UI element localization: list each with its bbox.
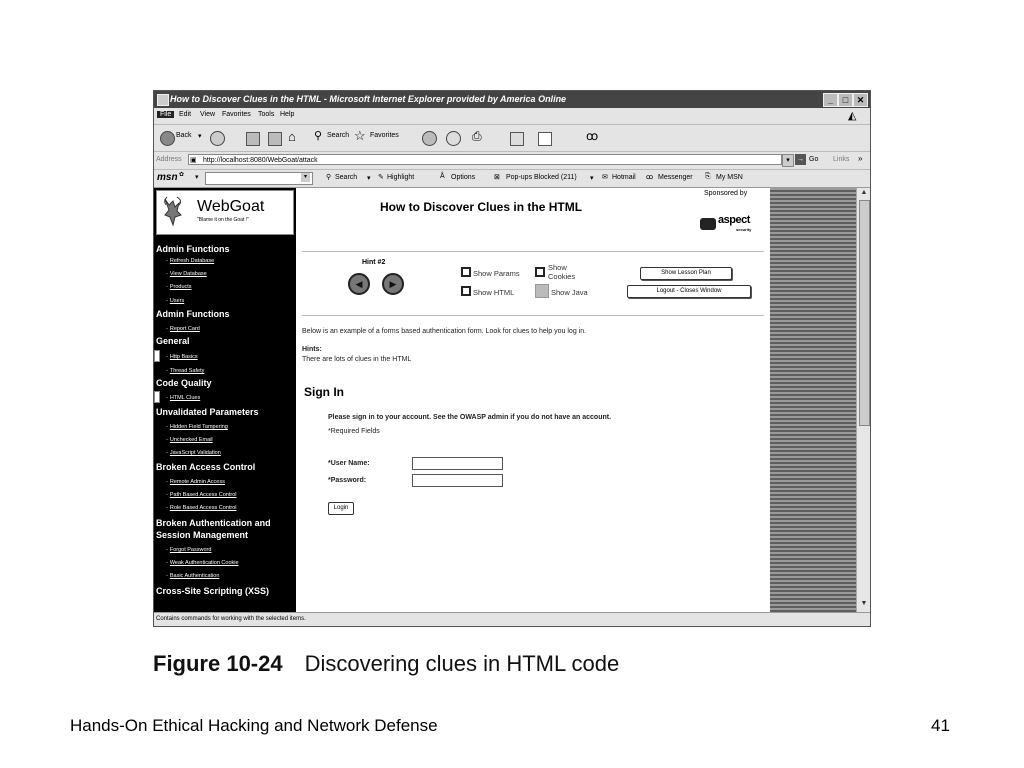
lesson-sidebar (154, 188, 296, 612)
msn-search-arrow-icon[interactable]: ▾ (367, 175, 371, 182)
show-html-checkbox[interactable] (461, 286, 471, 296)
refresh-icon[interactable] (268, 132, 282, 146)
previous-hint-button[interactable] (348, 273, 370, 295)
title-bar (154, 91, 870, 108)
options-icon[interactable]: Å (440, 173, 445, 180)
show-java-checkbox[interactable] (535, 284, 549, 298)
print-icon[interactable]: ⎙ (472, 129, 482, 143)
username-input[interactable] (412, 457, 503, 470)
link-path-based-access-control[interactable]: - Path Based Access Control (166, 492, 237, 498)
status-bar (154, 612, 870, 627)
webgoat-title: WebGoat (197, 198, 265, 215)
show-lesson-plan-button[interactable]: Show Lesson Plan (640, 267, 732, 280)
login-button[interactable]: Login (328, 502, 354, 515)
go-arrow-icon[interactable]: → (797, 156, 804, 163)
vertical-scrollbar[interactable] (856, 188, 870, 612)
close-button[interactable]: ✕ (853, 93, 868, 107)
msn-butterfly-icon: ✿ (179, 172, 185, 178)
highlight-icon[interactable]: ✎ (378, 174, 384, 181)
msn-search-button[interactable]: Search (335, 174, 358, 181)
divider (302, 315, 764, 316)
mymsn-icon[interactable]: ⎘ (705, 173, 711, 180)
next-hint-button[interactable] (382, 273, 404, 295)
link-products[interactable]: - Products (166, 284, 192, 290)
messenger-people-icon[interactable]: ꝏ (586, 129, 599, 143)
hotmail-icon[interactable]: ✉ (602, 174, 608, 181)
hotmail-button[interactable]: Hotmail (612, 174, 636, 181)
minimize-button[interactable]: _ (823, 93, 838, 107)
messenger-icon[interactable]: ꝏ (646, 174, 654, 181)
favorites-star-icon[interactable]: ☆ (354, 128, 366, 143)
search-button-label[interactable]: Search (327, 132, 350, 139)
chevron-right-icon[interactable]: » (858, 154, 863, 163)
link-basic-authentication[interactable]: - Basic Authentication (166, 573, 219, 579)
mail-icon[interactable] (446, 131, 461, 146)
show-html-label: Show HTML (473, 288, 515, 297)
figure-text: Discovering clues in HTML code (304, 651, 620, 676)
msn-toolbar (154, 170, 870, 188)
divider (302, 251, 764, 252)
webgoat-tagline: "Blame it on the Goat !" (197, 217, 249, 223)
category-code-quality: Code Quality (156, 378, 212, 388)
forward-arrow-icon[interactable] (210, 131, 225, 146)
show-params-label: Show Params (473, 269, 520, 278)
link-role-based-access-control[interactable]: - Role Based Access Control (166, 505, 237, 511)
hint-label: Hint #2 (362, 259, 386, 266)
link-unchecked-email[interactable]: - Unchecked Email (166, 437, 213, 443)
link-report-card[interactable]: - Report Card (166, 326, 200, 332)
msn-search-magnifier-icon[interactable]: ⚲ (326, 174, 332, 181)
username-label: *User Name: (328, 460, 370, 467)
scrollbar-thumb[interactable] (859, 200, 870, 426)
current-lesson-marker-icon (154, 350, 160, 362)
stop-icon[interactable] (246, 132, 260, 146)
link-users[interactable]: - Users (166, 298, 184, 304)
scroll-down-arrow-icon[interactable]: ▼ (860, 600, 868, 607)
windows-logo-icon: ◭ (848, 110, 857, 122)
menu-help[interactable]: Help (280, 111, 295, 118)
msn-dropdown-arrow-icon[interactable]: ▾ (195, 174, 199, 181)
msn-logo[interactable]: msn (157, 172, 178, 183)
page-icon: ▣ (190, 157, 197, 164)
category-admin-functions: Admin Functions (156, 244, 230, 254)
lesson-content (296, 188, 770, 612)
aspect-logo-mark (700, 218, 716, 230)
hints-text: There are lots of clues in the HTML (302, 356, 412, 363)
signin-prompt: Please sign in to your account. See the OWASP admin if you do not have an account. (328, 414, 612, 421)
show-cookies-checkbox[interactable] (535, 267, 545, 277)
link-refresh-database[interactable]: - Refresh Database (166, 258, 214, 264)
window-title: How to Discover Clues in the HTML - Microsoft Internet Explorer provided by America Online (170, 94, 567, 104)
go-button[interactable]: Go (809, 156, 819, 163)
status-text: Contains commands for working with the selected items. (156, 616, 306, 622)
password-input[interactable] (412, 474, 503, 487)
menu-tools[interactable]: Tools (258, 111, 275, 118)
link-html-clues[interactable]: - HTML Clues (166, 395, 200, 401)
scroll-up-arrow-icon[interactable]: ▲ (860, 189, 868, 196)
category-broken-authentication: Broken Authentication and (156, 518, 271, 528)
standard-toolbar (154, 125, 870, 152)
address-input[interactable]: http://localhost:8080/WebGoat/attack (188, 154, 782, 165)
address-label: Address (156, 156, 182, 163)
password-label: *Password: (328, 477, 367, 484)
messenger-button[interactable]: Messenger (658, 174, 693, 181)
figure-number: Figure 10-24 (153, 651, 283, 676)
page-viewport (154, 188, 870, 612)
right-frame-pane (770, 188, 856, 612)
back-button-label[interactable]: Back (176, 132, 192, 139)
link-remote-admin-access[interactable]: - Remote Admin Access (166, 479, 225, 485)
intro-text: Below is an example of a forms based authentication form. Look for clues to help you log in. (302, 328, 587, 335)
back-arrow-icon[interactable] (160, 131, 175, 146)
menu-edit[interactable]: Edit (179, 111, 192, 118)
ie-app-icon (157, 94, 169, 106)
highlight-button[interactable]: Highlight (387, 174, 415, 181)
link-forgot-password[interactable]: - Forgot Password (166, 547, 211, 553)
link-hidden-field-tampering[interactable]: - Hidden Field Tampering (166, 424, 228, 430)
figure-caption (153, 651, 619, 677)
msn-search-dropdown-icon[interactable]: ▾ (301, 173, 310, 182)
link-thread-safety[interactable]: - Thread Safety (166, 368, 204, 374)
category-session-management: Session Management (156, 530, 249, 540)
signin-heading: Sign In (304, 385, 344, 399)
popups-dropdown-icon[interactable]: ▾ (590, 175, 594, 182)
required-fields-note: *Required Fields (328, 428, 380, 435)
mymsn-button[interactable]: My MSN (716, 174, 743, 181)
popups-blocked-button[interactable]: Pop-ups Blocked (211) (506, 174, 577, 181)
maximize-button[interactable]: □ (838, 93, 853, 107)
link-weak-authentication-cookie[interactable]: - Weak Authentication Cookie (166, 560, 239, 566)
show-params-checkbox[interactable] (461, 267, 471, 277)
logout-button[interactable]: Logout - Closes Window (627, 285, 751, 298)
home-icon[interactable]: ⌂ (288, 129, 296, 144)
category-admin-functions-2: Admin Functions (156, 309, 230, 319)
browser-window (153, 90, 871, 627)
hints-label: Hints: (302, 346, 322, 353)
edit-icon[interactable] (510, 132, 524, 146)
menu-favorites[interactable]: Favorites (222, 111, 251, 118)
left-arrow-icon: ◀ (355, 279, 363, 289)
address-dropdown-arrow-icon[interactable]: ▾ (782, 154, 794, 167)
dropdown-arrow-icon[interactable]: ▾ (198, 133, 202, 140)
right-arrow-icon: ▶ (389, 279, 397, 289)
goat-icon (161, 195, 185, 229)
lesson-title: How to Discover Clues in the HTML (380, 200, 583, 214)
show-java-label: Show Java (551, 288, 588, 297)
current-lesson-marker-icon (154, 391, 160, 403)
aspect-security-logo: aspect security (700, 214, 760, 234)
search-icon[interactable]: ⚲ (314, 130, 323, 142)
menu-file[interactable]: File (157, 111, 174, 118)
category-general: General (156, 336, 190, 346)
msn-search-input[interactable] (205, 172, 313, 185)
show-cookies-label: Show Cookies (548, 263, 576, 281)
history-icon[interactable] (422, 131, 437, 146)
address-bar (154, 152, 870, 170)
link-javascript-validation[interactable]: - JavaScript Validation (166, 450, 221, 456)
links-label[interactable]: Links (833, 156, 850, 163)
popup-blocker-icon[interactable]: ⊠ (494, 174, 500, 181)
favorites-button-label[interactable]: Favorites (370, 132, 399, 139)
slide-footer-title: Hands-On Ethical Hacking and Network Defense (70, 716, 438, 735)
menu-view[interactable]: View (200, 111, 216, 118)
link-view-database[interactable]: - View Database (166, 271, 207, 277)
menu-bar (154, 108, 870, 125)
category-unvalidated-parameters: Unvalidated Parameters (156, 407, 259, 417)
link-http-basics[interactable]: - Http Basics (166, 354, 198, 360)
category-cross-site-scripting: Cross-Site Scripting (XSS) (156, 586, 270, 596)
category-broken-access-control: Broken Access Control (156, 462, 256, 472)
sponsored-by-label: Sponsored by (704, 190, 748, 197)
options-button[interactable]: Options (451, 174, 476, 181)
discuss-icon[interactable] (538, 132, 552, 146)
webgoat-logo (156, 190, 294, 235)
slide-page-number: 41 (931, 716, 950, 735)
